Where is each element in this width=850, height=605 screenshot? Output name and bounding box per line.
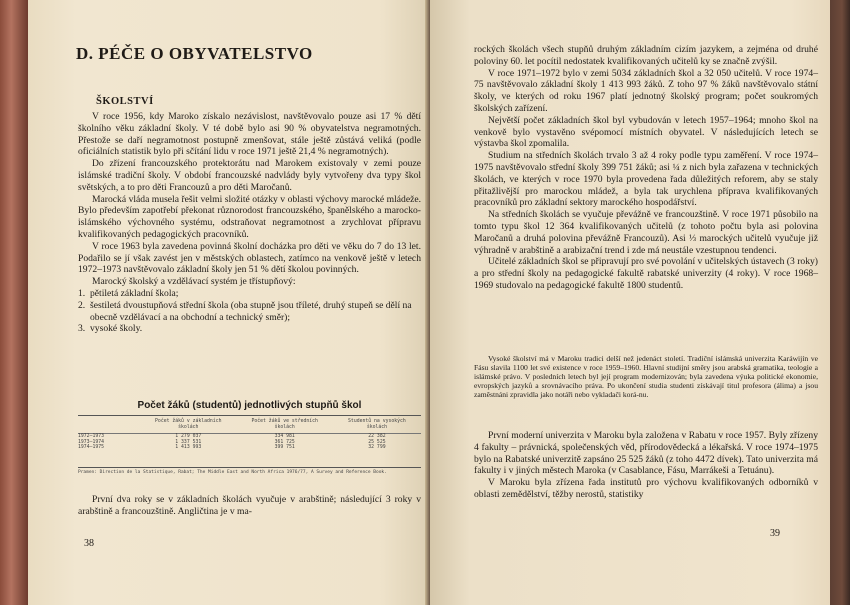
list-item [78, 323, 421, 335]
table-cell: 361 725 [274, 439, 295, 445]
list-text: vysoké školy. [90, 323, 143, 335]
paragraph-5: Marocký školský a vzdělávací systém je třístupňový: [92, 276, 296, 288]
table-cell: 25 525 [368, 439, 386, 445]
table-cell: 334 981 [274, 434, 295, 440]
table-source: Pramen: Direction de la Statistique, Rabat; The Middle East and North Africa 1976/77, A Survey and Reference Book. [78, 470, 387, 475]
list-item [78, 288, 421, 300]
list-text: šestiletá dvoustupňová střední škola (oba stupně jsou tříleté, druhý stupeň se dělí na obecně vzdělávací a na obchodní a technický směr); [90, 299, 412, 323]
school-levels-list [78, 288, 421, 335]
paragraph-3: Marocká vláda musela řešit velmi složité otázky v oblasti výchovy marocké mládeže. Bylo především zapotřebí překonat různorodost francouzského, španělského a marocko-islámského výchovného systému, odstraňovat negramotnost a zrychlovat přípravu kvalifikovaných pedagogických pracovníků. [78, 193, 421, 240]
table-cell: 1974–1975 [78, 445, 104, 451]
table-header [78, 418, 140, 434]
page-number-left: 38 [84, 538, 94, 549]
paragraph-2: V roce 1971–1972 bylo v zemi 5034 základních škol a 32 050 učitelů. V roce 1974–75 navštěvovalo základní školy 1 413 993 žáků. Z toho 97 % žáků navštěvovalo státní školy, ve kterých od roku 1967 platí jednotný školský program; počet soukromých školských zařízení. [474, 67, 818, 114]
paragraph-3: Největší počet základních škol byl vybudován v letech 1957–1964; mnoho škol na venkově bylo vystavěno svépomocí místních obyvatel. V následujících letech se výstavba škol zpomalila. [474, 114, 818, 150]
page-number-right: 39 [770, 528, 780, 539]
table-top-rule [78, 415, 421, 416]
table-cell: 32 799 [368, 445, 386, 451]
paragraph-4: Studium na středních školách trvalo 3 až 4 roky podle typu zaměření. V roce 1974–1975 navštěvovalo střední školy 399 751 žáků; asi ¼ z nich byla zařazena v technických školách, ve kterých v roce 1970 byla provedena řada důležitých reforem, aby se staly přitažlivější pro marockou mládež, a byla tak urychlena příprava kvalifikovaných pracovníků pro základní sektory marockého hospodářství. [474, 150, 818, 209]
list-text: pětiletá základní škola; [90, 287, 179, 299]
paragraph-7: První moderní univerzita v Maroku byla založena v Rabatu v roce 1957. Byly zřízeny 4 fakulty – právnická, společenských věd, přírodovědecká a lékařská. V roce 1974–1975 bylo na Rabatské univerzitě zapsáno 25 525 žáků (z toho 4472 dívek). Tato univerzita má fakulty i v jiných městech Maroka (v Casablance, Fásu, Marrákeši a Tetuánu). [474, 430, 818, 477]
table-title: Počet žáků (studentů) jednotlivých stupňů škol [137, 400, 362, 411]
table-cell: 1 337 531 [175, 439, 202, 445]
table-row [78, 445, 421, 451]
list-item [78, 300, 421, 324]
table-cell: 399 751 [274, 445, 295, 451]
table-bottom-rule [78, 467, 421, 468]
paragraph-5: Na středních školách se vyučuje převážně ve francouzštině. V roce 1971 působilo na tomto typu škol 12 364 kvalifikovaných učitelů (z tohoto počtu byla asi polovina Maročanů a druhá polovina převážně Francouzů). Asi ⅓ marockých učitelů vyučuje již výhradně v arabštině a arabizační trend i zde má neustále vzestupnou tendenci. [474, 209, 818, 256]
paragraph-2: Do zřízení francouzského protektorátu nad Marokem existovaly v zemi pouze islámské tradiční školy. V období francouzské nadvlády byly vytvořeny dva typy škol světských, a to pro děti Francouzů a pro děti Maročanů. [78, 158, 421, 193]
table-cell: 1973–1974 [78, 439, 104, 445]
book-cover-edge-right [830, 0, 850, 605]
book-cover-edge-left [0, 0, 28, 605]
small-print-note: Vysoké školství má v Maroku tradici delší než jedenáct století. Tradiční islámská univerzita Karáwijín ve Fásu slavila 1100 let své existence v roce 1959–1960. Hlavní studijní směry jsou arabská gramatika, teologie a islámské právo. V posledních letech byl její program modernizován; byla zavedena výuka politické ekonomie, evropských jazyků a srovnávacího práva. Po ukončení studia studenti získávají titul profesora (álima) a jsou zaměstnáni zpravidla jako notáři nebo vykladači korá-nu. [474, 354, 818, 399]
left-page [28, 0, 428, 605]
table-header: Studentů na vysokých školách [333, 418, 421, 434]
paragraph-6: Učitelé základních škol se připravují pro své povolání v učitelských ústavech (3 roky) a pro střední školy na pedagogické fakultě rabatské univerzity (4 roky). V roce 1968–1969 studovalo na pedagogické fakultě 1800 studentů. [474, 256, 818, 291]
list-number: 3. [78, 323, 86, 335]
chapter-title: D. PÉČE O OBYVATELSTVO [76, 44, 313, 63]
paragraph-1: V roce 1956, kdy Maroko získalo nezávislost, navštěvovalo pouze asi 17 % dětí školního věku základní školy. V té době bylo asi 90 % obyvatelstva negramotných. Přestože se daří negramotnost postupně zmenšovat, stále ještě zůstává veliká (podle oficiálních statistik bylo při sčítání lidu v roce 1971 ještě 21,4 % negramotných). [78, 111, 421, 158]
table-cell: 22 382 [368, 434, 386, 440]
table-header: Počet žáků ve středních školách [237, 418, 333, 434]
table-cell: 1972–1973 [78, 434, 104, 440]
section-title: ŠKOLSTVÍ [96, 96, 154, 107]
paragraph-4: V roce 1963 byla zavedena povinná školní docházka pro děti ve věku do 7 do 13 let. Podařilo se jí však zavést jen v městských oblastech, zatímco na venkově ještě v letech 1972–1973 navštěvovalo základní školy jen 51 % dětí školou povinných. [78, 240, 421, 276]
table-header: Počet žáků v základních školách [140, 418, 237, 434]
paragraph-8: V Maroku byla zřízena řada institutů pro výchovu kvalifikovaných odborníků v oblasti zemědělství, těžby nerostů, statistiky [474, 477, 818, 500]
table-cell: 1 413 993 [175, 445, 202, 451]
closing-paragraph: První dva roky se v základních školách vyučuje v arabštině; následující 3 roky v arabštině a francouzštině. Angličtina je v ma- [78, 494, 421, 517]
paragraph-1: rockých školách všech stupňů druhým základním cizím jazykem, a zejména od druhé poloviny 60. let pocítil nedostatek kvalifikovaných učitelů ky se značně zvýšil. [474, 44, 818, 67]
list-number: 1. [78, 287, 86, 299]
list-number: 2. [78, 299, 86, 311]
students-table [78, 418, 421, 451]
right-page [430, 0, 830, 605]
table-cell: 1 279 037 [175, 434, 202, 440]
